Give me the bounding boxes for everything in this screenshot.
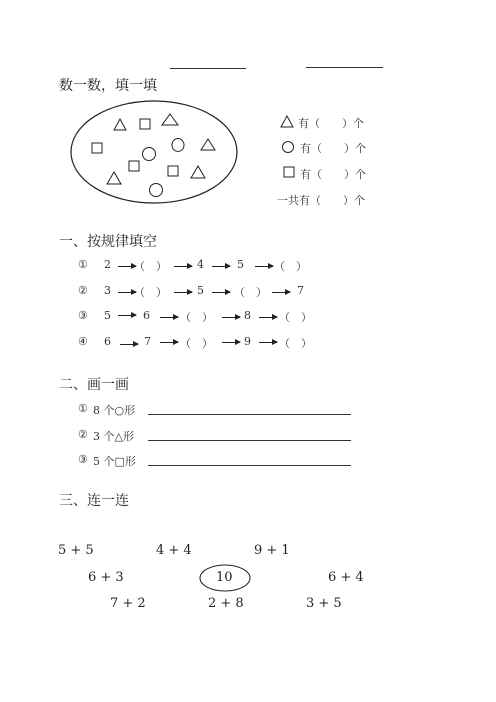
top-blank-line-1	[170, 68, 246, 69]
expression[interactable]: 7 + 2	[110, 596, 146, 611]
seq-row-1-item-4: 5	[237, 258, 244, 271]
draw-row-2-label: 3 个△形	[93, 430, 134, 443]
seq-arrow	[174, 266, 192, 267]
circle-shape	[143, 148, 156, 161]
seq-arrow	[212, 266, 230, 267]
seq-arrow	[118, 315, 136, 316]
expression[interactable]: 3 + 5	[306, 596, 342, 611]
square-shape	[92, 143, 102, 153]
seq-row-2-item-4: （ ）	[234, 286, 267, 299]
seq-row-3-item-3: （ ）	[180, 311, 213, 324]
seq-row-4-marker: ④	[78, 335, 88, 348]
seq-arrow	[272, 292, 290, 293]
seq-arrow	[222, 317, 240, 318]
draw-row-1-label: 8 个○形	[93, 404, 136, 417]
seq-row-2-item-5: 7	[297, 284, 304, 297]
circle-shape	[172, 139, 184, 152]
expression[interactable]: 6 + 3	[88, 570, 124, 585]
draw-row-1-marker: ①	[78, 402, 88, 415]
seq-arrow	[259, 317, 277, 318]
draw-row-2-marker: ②	[78, 428, 88, 441]
triangle-shape	[107, 172, 121, 184]
seq-row-4-item-4: 9	[244, 335, 251, 348]
expression[interactable]: 5 + 5	[58, 543, 94, 558]
seq-row-2-item-3: 5	[197, 284, 204, 297]
triangle-shape	[114, 119, 126, 130]
triangle-shape	[162, 114, 178, 125]
seq-arrow	[160, 317, 178, 318]
seq-row-2-item-1: 3	[104, 284, 111, 297]
seq-arrow	[174, 292, 192, 293]
seq-row-4-item-5: （ ）	[279, 337, 312, 350]
seq-arrow	[222, 342, 240, 343]
count-row-total-label: 一共有（ ）个	[277, 194, 365, 207]
seq-row-4-item-2: 7	[144, 335, 151, 348]
seq-row-4-item-1: 6	[104, 335, 111, 348]
seq-arrow	[255, 266, 273, 267]
shapes-ellipse	[71, 101, 237, 203]
triangle-shape	[201, 139, 215, 150]
seq-row-3-marker: ③	[78, 309, 88, 322]
draw-row-3-label: 5 个□形	[93, 455, 136, 468]
triangle-shape	[191, 166, 205, 178]
draw-row-3-marker: ③	[78, 453, 88, 466]
square-icon	[283, 166, 295, 178]
section-3-title: 三、连一连	[59, 493, 129, 509]
seq-row-2-marker: ②	[78, 284, 88, 297]
triangle-icon	[280, 115, 294, 128]
seq-row-3-item-5: （ ）	[279, 311, 312, 324]
top-blank-line-2	[306, 67, 383, 68]
count-row-circle-label: 有（ ）个	[300, 142, 366, 155]
square-shape	[129, 161, 139, 171]
circle-icon	[281, 140, 295, 154]
seq-row-3-item-1: 5	[104, 309, 111, 322]
seq-row-1-item-5: （ ）	[274, 260, 307, 273]
count-section-title: 数一数，填一填	[59, 78, 157, 94]
section-2-title: 二、画一画	[59, 377, 129, 393]
seq-row-1-item-2: （ ）	[134, 260, 167, 273]
draw-row-1-answer-line[interactable]	[148, 414, 351, 415]
circle-shape	[150, 184, 163, 197]
expression[interactable]: 9 + 1	[254, 543, 290, 558]
section-1-title: 一、按规律填空	[59, 234, 157, 250]
expression[interactable]: 2 + 8	[208, 596, 244, 611]
draw-row-2-answer-line[interactable]	[148, 440, 351, 441]
expression[interactable]: 6 + 4	[328, 570, 364, 585]
seq-row-3-item-2: 6	[143, 309, 150, 322]
answer-oval-value: 10	[216, 570, 233, 585]
seq-row-4-item-3: （ ）	[180, 337, 213, 350]
seq-arrow	[212, 292, 230, 293]
count-row-square-label: 有（ ）个	[300, 168, 366, 181]
seq-row-1-item-1: 2	[104, 258, 111, 271]
shapes-ellipse-figure	[70, 100, 240, 205]
draw-row-3-answer-line[interactable]	[148, 465, 351, 466]
seq-arrow	[120, 344, 138, 345]
seq-row-1-marker: ①	[78, 258, 88, 271]
seq-row-2-item-2: （ ）	[134, 286, 167, 299]
expression[interactable]: 4 + 4	[156, 543, 192, 558]
seq-arrow	[160, 342, 178, 343]
count-row-triangle-label: 有（ ）个	[298, 117, 364, 130]
seq-row-1-item-3: 4	[197, 258, 204, 271]
square-shape	[168, 166, 178, 176]
seq-arrow	[259, 342, 277, 343]
seq-row-3-item-4: 8	[244, 309, 251, 322]
square-shape	[140, 119, 150, 129]
